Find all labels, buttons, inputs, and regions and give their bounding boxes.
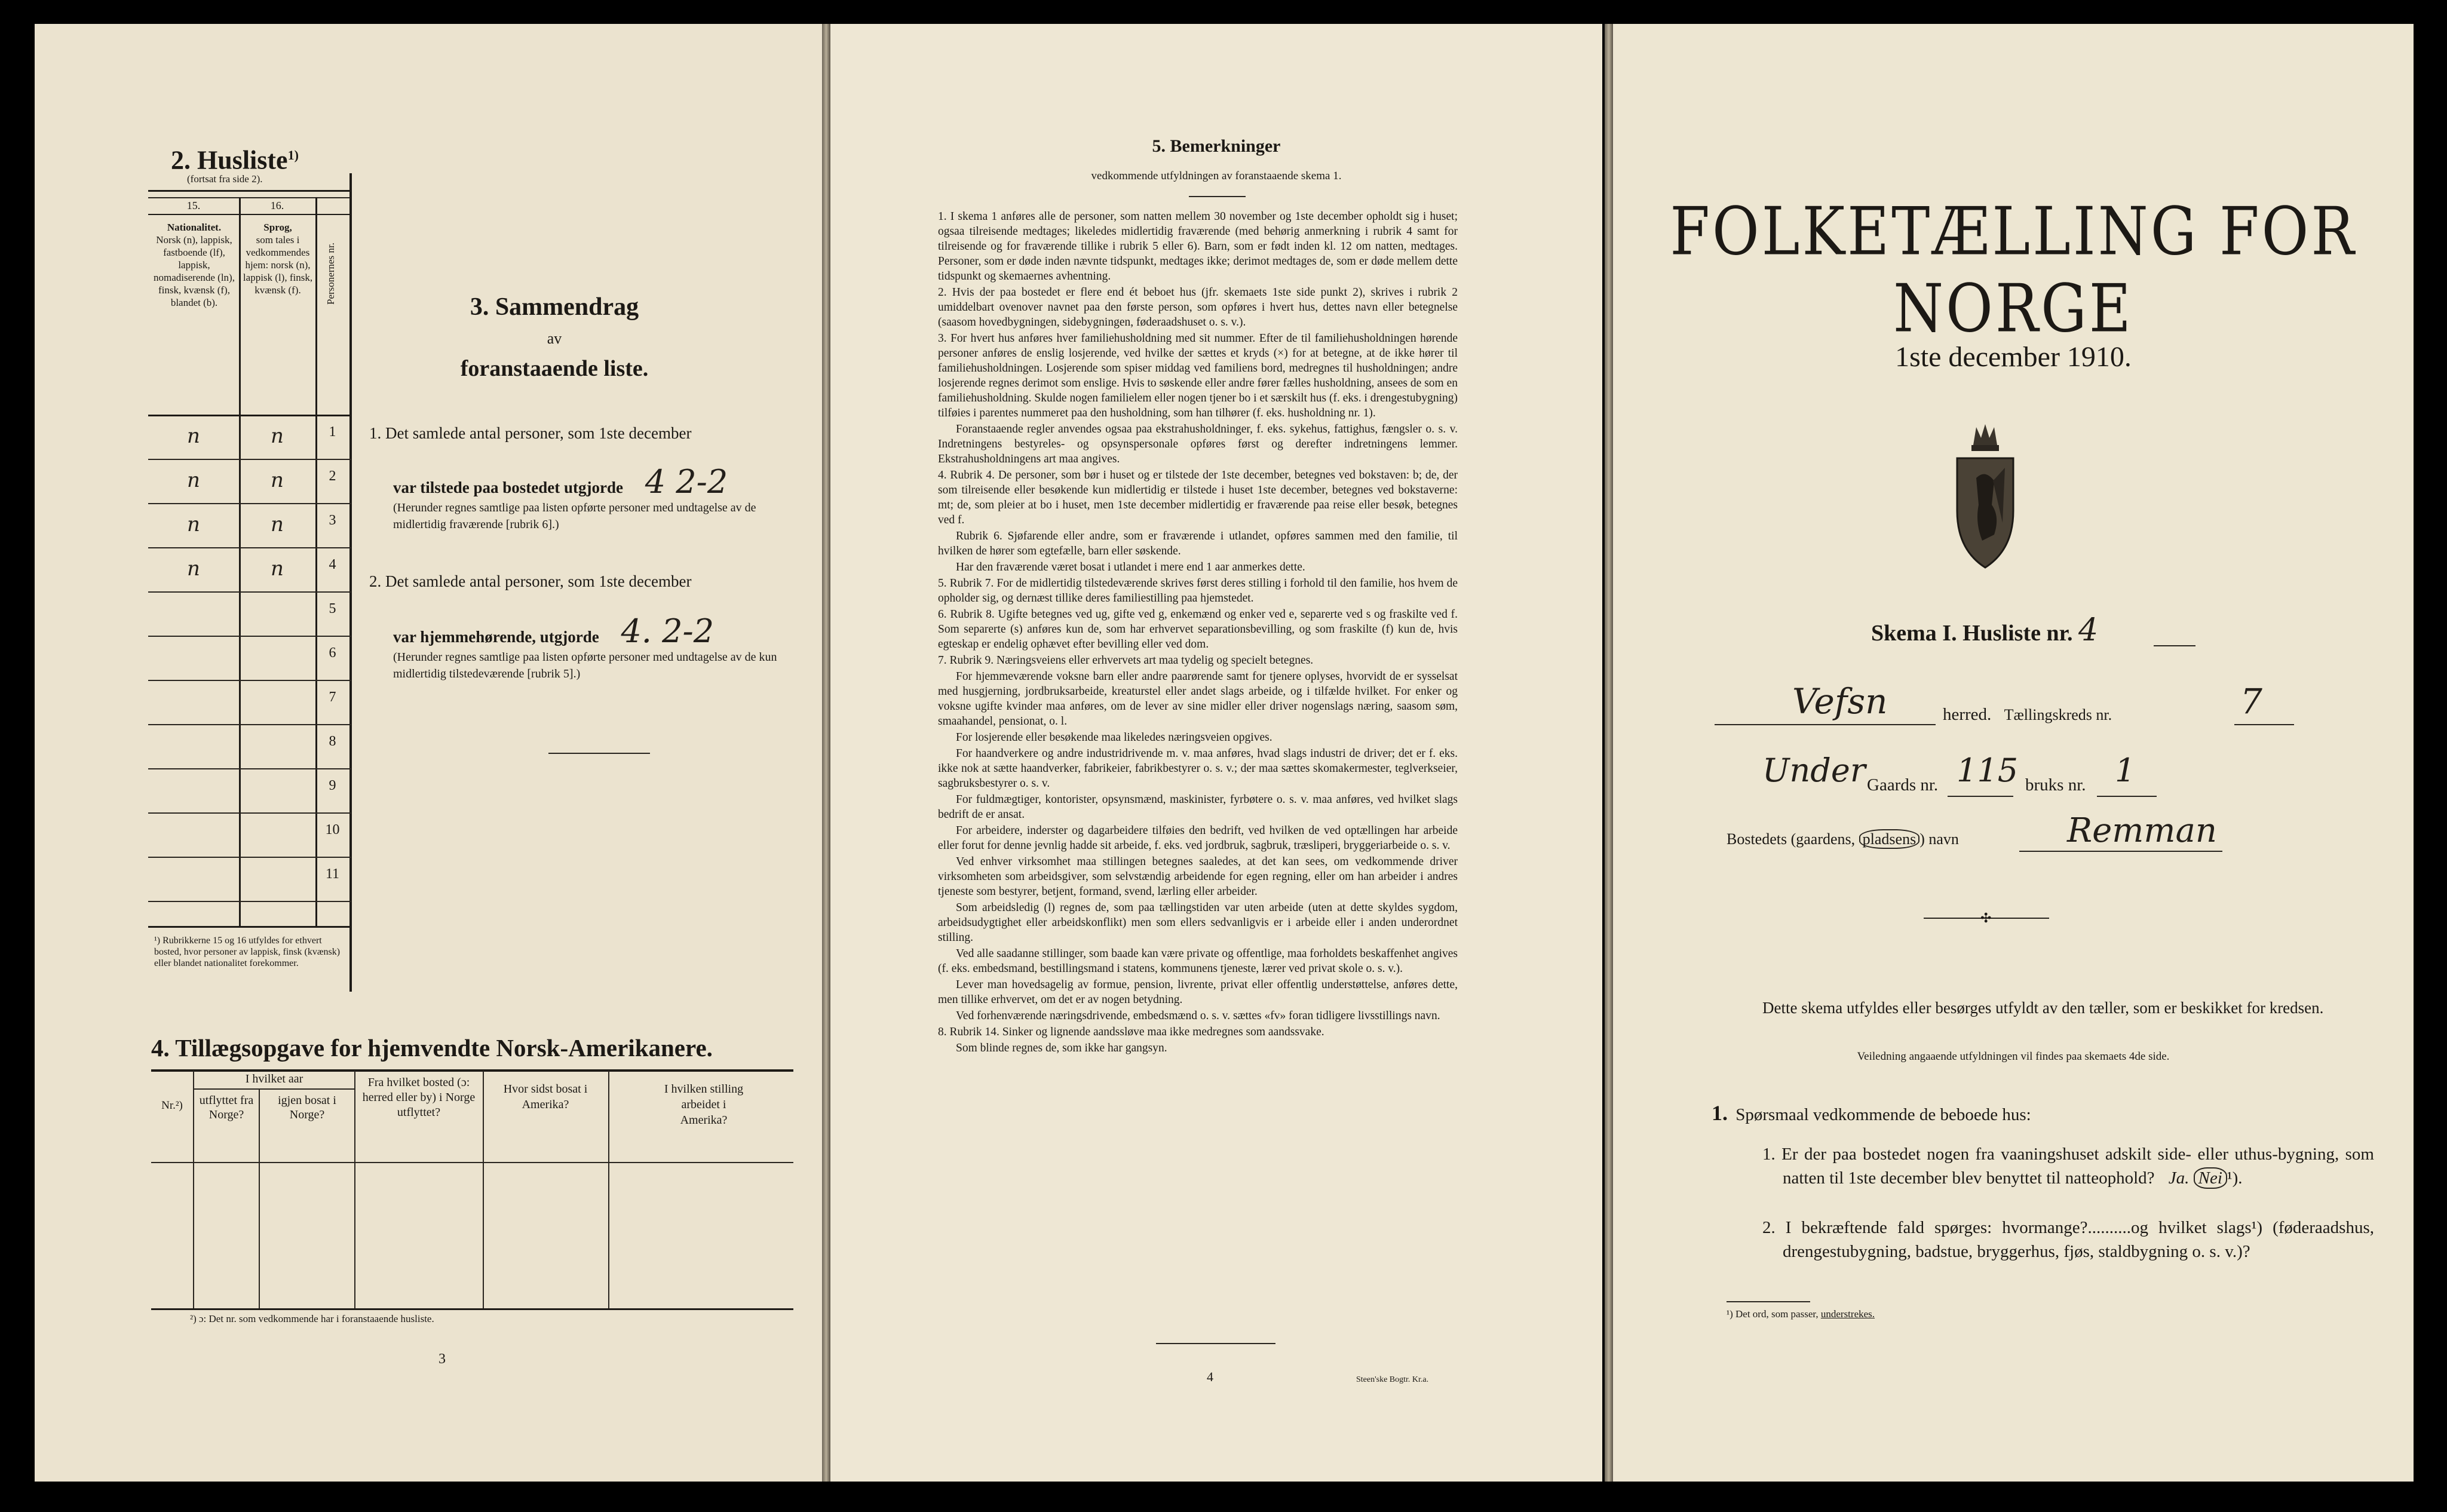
remark-paragraph: 4. Rubrik 4. De personer, som bør i huset og er tilstede der 1ste december, betegnes ved bokstaven: b; de, der som tilreisende eller besøkende kun midlertidig er tilstede i huset 1ste december, betegnes ved bokstaverne: mt; de, som pleier at bo i huset, men 1ste december midlertidig er fraværende paa reise eller besøk, betegnes ved f.	[938, 469, 1458, 526]
tillaeg-header-where: Hvor sidst bosat i Amerika?	[503, 1082, 588, 1111]
herred-value: Vefsn	[1792, 681, 1888, 722]
table-rule	[193, 1088, 354, 1090]
sammendrag-av: av	[547, 330, 562, 347]
herred-line: herred. Tællingskreds nr.	[1943, 705, 2112, 724]
right-footnote: ¹) Det ord, som passer, understrekes.	[1727, 1308, 1875, 1320]
remark-paragraph: 6. Rubrik 8. Ugifte betegnes ved ug, gifte ved g, enkemænd og enker ved e, separerte ved s og fraskilte ved f. Som separerte (s) anføres kun de, som har erhvervet separationsbevilling, og som fraskilte (f) kun de, hvis egteskap er endelig ophævet efter bevilling eller ved dom.	[938, 608, 1458, 651]
table-rule	[151, 1069, 793, 1072]
remark-paragraph: 3. For hvert hus anføres hver familiehusholdning med sit nummer. Efter de til familiehusholdningen hørende personer anføres de enslig losjerende, ved hvilke der sættes et kryds (×) for at betegne, at de ikke hører til familiehusholdningen. Losjerende som spiser middag ved familiens bord, medregnes til husholdningen; andre losjerende regnes derimot som enslige. Hvis to søskende eller andre fører fælles husholdning, ansees de som en familiehusholdning. Skulde nogen familielem eller nogen tjener bo i et særskilt hus (f. eks. i drengestubygning) tilføies i parentes nummeret paa den husholdning, som han tilhører (f. eks. husholdning nr. 1).	[938, 332, 1458, 419]
divider	[1189, 196, 1246, 197]
sammendrag-item1-line2: var tilstede paa bostedet utgjorde 4 2-2	[393, 463, 728, 501]
sammendrag-item1-note: (Herunder regnes samtlige paa listen opførte personer med undtagelse av de midlertidig fraværende [rubrik 6].)	[393, 501, 756, 531]
page-number-left: 3	[439, 1351, 446, 1367]
middle-page	[830, 24, 1602, 1482]
remark-paragraph: For haandverkere og andre industridrivende m. v. maa anføres, hvad slags industri de driver; det er f. eks. ikke nok at sætte haandverker, fabrikeier, fabrikbestyrer o. s. v.; der maa sættes skomakermester, teglverkseier, sagbruksbestyrer o. s. v.	[938, 747, 1458, 790]
fill-line	[2019, 851, 2222, 852]
col15-number: 15.	[186, 200, 201, 211]
fill-line	[1948, 796, 2013, 797]
table-row-rule	[148, 636, 351, 637]
person-number-cell: 10	[325, 822, 340, 838]
tillaeg-header-back: igjen bosat i Norge?	[278, 1094, 336, 1121]
person-number-cell: 1	[329, 424, 336, 440]
bosted-value: Remman	[2067, 811, 2217, 850]
table-rule	[148, 190, 351, 192]
language-cell: n	[271, 513, 284, 536]
sammendrag-item2-line2: var hjemmehørende, utgjorde 4. 2-2	[393, 612, 715, 650]
tillaeg-footnote: ²) ɔ: Det nr. som vedkommende har i foranstaaende husliste.	[190, 1313, 434, 1324]
table-row-rule	[148, 812, 351, 814]
col-person-header: Personernes nr.	[325, 243, 336, 305]
nationality-cell: n	[187, 557, 200, 581]
divider	[548, 753, 650, 754]
table-row-rule	[148, 857, 351, 858]
remark-paragraph: Foranstaaende regler anvendes ogsaa paa ekstrahusholdninger, f. eks. sykehus, fattighus, fængsler o. s. v. Indretningens bestyreles- og opsynspersonale opføres først og derefter indretningens lemmer. Ekstrahusholdningens art maa angives.	[938, 423, 1458, 465]
table-rule	[148, 197, 351, 198]
husliste-footnote: ¹) Rubrikkerne 15 og 16 utfyldes for ethvert bosted, hvor personer av lappisk, finsk (kvænsk) eller blandet nationalitet forekommer.	[154, 936, 341, 968]
table-row-rule	[148, 547, 351, 548]
bemerkninger-title: 5. Bemerkninger	[1152, 136, 1281, 156]
veiledning-text: Veiledning angaaende utfyldningen vil findes paa skemaets 4de side.	[1857, 1050, 2170, 1063]
language-cell: n	[271, 424, 284, 448]
col16-number: 16.	[270, 200, 284, 211]
remark-paragraph: Ved forhenværende næringsdrivende, embedsmænd o. s. v. sættes «fv» foran tidligere livsstillings navn.	[956, 1010, 1440, 1022]
fill-line	[2154, 645, 2195, 646]
table-row-rule	[148, 459, 351, 460]
table-rule	[151, 1308, 793, 1310]
nationality-cell: n	[187, 468, 200, 492]
kreds-value: 7	[2240, 681, 2262, 722]
bemerkninger-body	[938, 209, 1458, 1057]
bruks-label: bruks nr.	[2025, 775, 2086, 795]
remark-paragraph: For fuldmægtiger, kontorister, opsynsmænd, maskinister, fyrbøtere o. s. v. maa anføres, ved hvilket slags bedrift de er ansat.	[938, 793, 1458, 821]
gaards-label: Gaards nr.	[1867, 775, 1939, 795]
skema-line: Skema I. Husliste nr. 4	[1871, 612, 2099, 648]
language-cell: n	[271, 557, 284, 581]
page-fold	[1605, 24, 1613, 1482]
tillaeg-header-job: I hvilken stilling arbeidet i Amerika?	[664, 1082, 744, 1127]
intro-text: Dette skema utfyldes eller besørges utfyldt av den tæller, som er beskikket for kredsen.	[1762, 999, 2324, 1017]
remark-paragraph: 2. Hvis der paa bostedet er flere end ét beboet hus (jfr. skemaets 1ste side punkt 2), skrives i rubrik 2 umiddelbart ovenover navnet paa den første person, som opføres i hvert hus, dettes navn eller betegnelse (saasom hovedbygningen, sidebygningen, føderaadshuset o. s. v.).	[938, 286, 1458, 329]
coat-of-arms-icon	[1952, 421, 2018, 571]
table-divider	[608, 1071, 609, 1308]
table-row-rule	[148, 503, 351, 504]
census-date: 1ste december 1910.	[1895, 341, 2132, 373]
husliste-subtitle: (fortsat fra side 2).	[187, 173, 263, 185]
fill-line	[2234, 724, 2294, 725]
gaards-value: 115	[1957, 752, 2019, 789]
tillaeg-header-year: I hvilket aar	[245, 1072, 303, 1085]
col16-header: Sprog, som tales i vedkommendes hjem: norsk (n), lappisk (l), finsk, kvænsk (f).	[243, 222, 313, 296]
right-page	[1613, 24, 2414, 1482]
sammendrag-item1-value: 4 2-2	[645, 463, 728, 501]
table-row-rule	[148, 680, 351, 681]
sammendrag-title: 3. Sammendrag	[470, 293, 639, 321]
table-row-rule	[148, 724, 351, 725]
tillaeg-header-from: Fra hvilket bosted (ɔ: herred eller by) i Norge utflyttet?	[362, 1076, 476, 1119]
language-cell: n	[271, 468, 284, 492]
table-rule	[148, 926, 351, 928]
remark-paragraph: For hjemmeværende voksne barn eller andre paarørende samt for tjenere oplyses, hvorvidt de er sysselsat med husgjerning, jordbruksarbeide, kreaturstel eller andet slags arbeide, og i tilfælde hvilket. For enker og voksne ugifte kvinder maa anføres, om de lever av sine midler eller driver nogenslags næring, saasom søm, smaahandel, pensionat, o. l.	[938, 670, 1458, 728]
table-row-rule	[148, 591, 351, 593]
census-title: FOLKETÆLLING FOR NORGE	[1670, 193, 2357, 347]
tillaeg-header-out: utflyttet fra Norge?	[199, 1094, 254, 1121]
fill-line	[2097, 796, 2157, 797]
printer-mark: Steen'ske Bogtr. Kr.a.	[1356, 1375, 1429, 1384]
nationality-cell: n	[187, 513, 200, 536]
tillaeg-title: 4. Tillægsopgave for hjemvendte Norsk-Amerikanere.	[151, 1034, 713, 1062]
person-number-cell: 9	[329, 778, 336, 793]
remark-paragraph: Som blinde regnes de, som ikke har gangsyn.	[956, 1042, 1167, 1054]
remark-paragraph: Rubrik 6. Sjøfarende eller andre, som er fraværende i utlandet, opføres sammen med den familie, til hvilken de hører som egtefælle, barn eller søskende.	[938, 530, 1458, 557]
remark-paragraph: For arbeidere, inderster og dagarbeidere tilføies den bedrift, ved hvilken de ved optællingen har arbeide eller forut for denne jevnlig hadde sit arbeide, f. eks. ved jordbruk, sagbruk, træsliperi, bryggeriarbeide o. s. v.	[938, 824, 1458, 852]
page-number-middle: 4	[1207, 1369, 1213, 1384]
remark-paragraph: Lever man hovedsagelig av formue, pension, livrente, privat eller offentlig understøttelse, anføres dette, men tillike erhvervet, om det er av nogen betydning.	[938, 979, 1458, 1006]
table-rule	[151, 1162, 793, 1163]
table-divider	[354, 1071, 355, 1308]
remark-paragraph: Har den fraværende været bosat i utlandet i mere end 1 aar anmerkes dette.	[956, 561, 1305, 573]
bruks-value: 1	[2115, 752, 2136, 789]
person-number-cell: 8	[329, 734, 336, 749]
ornament-icon: ✣	[1980, 910, 1992, 925]
table-row-rule	[148, 768, 351, 769]
remark-paragraph: 8. Rubrik 14. Sinker og lignende aandssløve maa ikke medregnes som aandssvake.	[938, 1026, 1324, 1038]
col15-header: Nationalitet. Norsk (n), lappisk, fastboende (lf), lappisk, nomadiserende (ln), finsk, kvænsk (f), blandet (b).	[154, 222, 235, 308]
sammendrag-subtitle: foranstaaende liste.	[460, 356, 649, 381]
remark-paragraph: 1. I skema 1 anføres alle de personer, som natten mellem 30 november og 1ste december opholdt sig i huset; ogsaa tilreisende medtages; likeledes midlertidig fraværende (med behørig anmerkning i rubrik 4 samt for tilreisende og for fraværende tillike i rubrik 5 eller 6). Barn, som er født inden kl. 12 om natten, medtages. Personer, som er døde inden nævnte tidspunkt, medtages ikke; derimot medtages de, som er døde mellem dette tidspunkt og skemaernes avhentning.	[938, 210, 1458, 283]
tillaeg-header-nr: Nr.²)	[161, 1099, 183, 1112]
person-number-cell: 6	[329, 645, 336, 661]
table-row-rule	[148, 901, 351, 902]
nationality-cell: n	[187, 424, 200, 448]
person-number-cell: 3	[329, 513, 336, 528]
page-fold	[822, 24, 830, 1482]
husliste-nr-value: 4	[2078, 612, 2099, 648]
table-divider	[483, 1071, 484, 1308]
person-number-cell: 4	[329, 557, 336, 572]
q1-title: 1. Spørsmaal vedkommende de beboede hus:	[1712, 1101, 2031, 1125]
sammendrag-item2-note: (Herunder regnes samtlige paa listen opførte personer med undtagelse av de kun midlertidig tilstedeværende [rubrik 5].)	[393, 651, 777, 680]
remark-paragraph: 7. Rubrik 9. Næringsveiens eller erhvervets art maa tydelig og specielt betegnes.	[938, 654, 1314, 667]
sammendrag-item1-line1: 1. Det samlede antal personer, som 1ste december	[369, 424, 692, 442]
gaard-prefix: Under	[1762, 752, 1866, 789]
bosted-label: Bostedets (gaardens, pladsens ) navn	[1727, 830, 1959, 848]
divider	[1727, 1301, 1810, 1302]
remark-paragraph: Ved alle saadanne stillinger, som baade kan være private og offentlige, maa forholdets beskaffenhet angives (f. eks. embedsmand, bestillingsmand i statens, kommunens tjeneste, lærer ved privat skole o. s. v.).	[938, 947, 1458, 975]
table-divider	[349, 173, 352, 992]
person-number-cell: 11	[325, 866, 340, 882]
pladsens-circled: pladsens	[1859, 829, 1920, 849]
person-number-cell: 5	[329, 601, 336, 617]
remark-paragraph: For losjerende eller besøkende maa likeledes næringsveien opgives.	[956, 731, 1272, 744]
table-rule	[148, 415, 351, 416]
q1-1: 1. Er der paa bostedet nogen fra vaaningshuset adskilt side- eller uthus-bygning, som natten til 1ste december blev benyttet til natteophold? Ja. Nei ¹).	[1762, 1145, 2374, 1188]
table-rule	[148, 214, 351, 215]
divider	[1156, 1343, 1275, 1344]
person-number-cell: 7	[329, 689, 336, 705]
bemerkninger-subtitle: vedkommende utfyldningen av foranstaaende skema 1.	[1091, 170, 1342, 182]
person-number-cell: 2	[329, 468, 336, 484]
sammendrag-item2-line1: 2. Det samlede antal personer, som 1ste december	[369, 572, 692, 590]
fill-line	[1715, 724, 1936, 725]
husliste-title: 2. Husliste$^{1)}$	[171, 145, 299, 175]
remark-paragraph: Som arbeidsledig (l) regnes de, som paa tællingstiden var uten arbeide (uten at dette skyldes sygdom, arbeidsudygtighet eller arbeidskonflikt) men som ellers sedvanligvis er i arbeide eller i anden underordnet stilling.	[938, 901, 1458, 944]
sammendrag-item2-value: 4. 2-2	[621, 612, 715, 650]
remark-paragraph: Ved enhver virksomhet maa stillingen betegnes saaledes, at det kan sees, om vedkommende driver virksomheten som arbeidsgiver, som selvstændig arbeidende for egen regning, eller om han arbeider i andres tjeneste som bestyrer, betjent, formand, svend, lærling eller arbeider.	[938, 855, 1458, 898]
nei-circled: Nei	[2194, 1167, 2227, 1189]
remark-paragraph: 5. Rubrik 7. For de midlertidig tilstedeværende skrives først deres stilling i forhold til den familie, hos hvem de opholder sig, og dernæst tillike deres familiestilling paa hjemstedet.	[938, 577, 1458, 605]
left-page	[35, 24, 822, 1482]
q1-2: 2. I bekræftende fald spørges: hvormange?..........og hvilket slags¹) (føderaadshus, drengestubygning, badstue, bryggerhus, fjøs, staldbygning o. s. v.)?	[1762, 1218, 2374, 1261]
